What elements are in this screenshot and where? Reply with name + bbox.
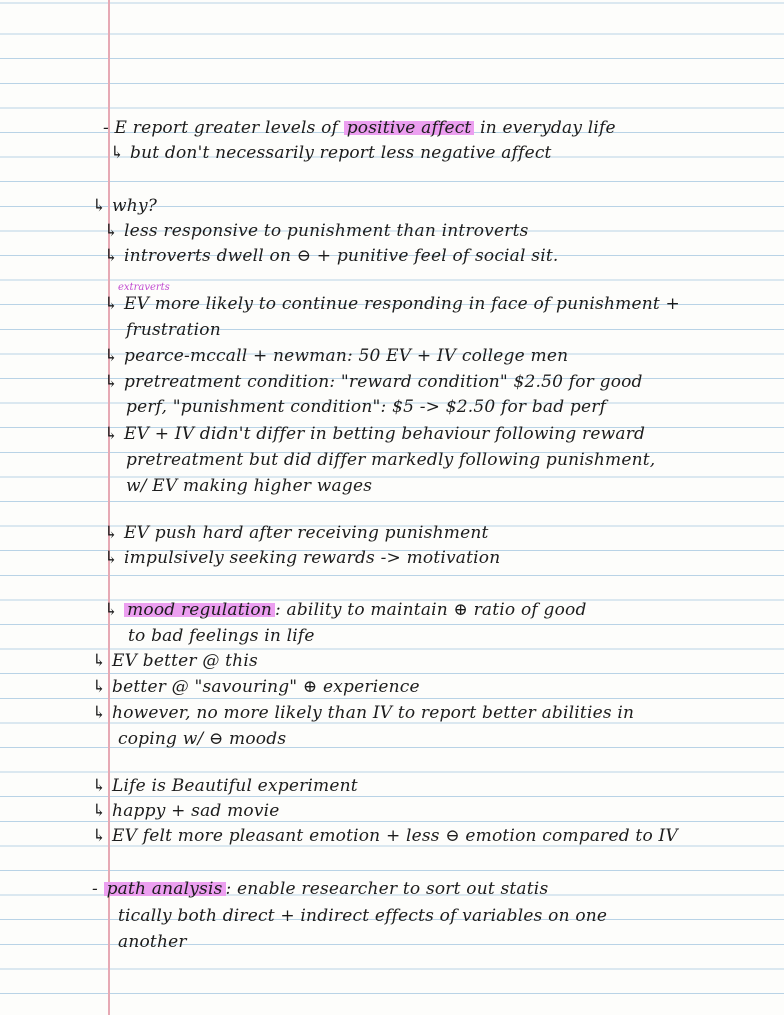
note-line-positive-affect bbox=[103, 118, 616, 138]
note-line: ↳ better @ "savouring" ⊕ experience bbox=[92, 677, 420, 697]
note-line: ↳ impulsively seeking rewards -> motivation bbox=[104, 548, 501, 568]
note-line: ↳ EV felt more pleasant emotion + less ⊖ emotion compared to IV bbox=[92, 826, 678, 846]
note-line: ↳ happy + sad movie bbox=[92, 801, 280, 821]
note-line: ↳ pretreatment condition: "reward condition" $2.50 for good bbox=[104, 372, 643, 392]
note-line: ↳ EV more likely to continue responding in face of punishment + bbox=[104, 294, 680, 314]
note-line: pretreatment but did differ markedly following punishment, bbox=[126, 450, 656, 470]
note-line: coping w/ ⊖ moods bbox=[118, 729, 287, 749]
text-segment: ↳ bbox=[104, 600, 125, 620]
note-line-mood-regulation bbox=[104, 600, 587, 620]
note-line: ↳ less responsive to punishment than introverts bbox=[104, 221, 529, 241]
note-line: ↳ however, no more likely than IV to report better abilities in bbox=[92, 703, 635, 723]
note-line-path-analysis bbox=[92, 879, 548, 899]
note-line: ↳ EV + IV didn't differ in betting behaviour following reward bbox=[104, 424, 646, 444]
note-line: another bbox=[118, 932, 187, 952]
annotation-extraverts: extraverts bbox=[118, 282, 170, 293]
highlight-positive-affect: positive affect bbox=[344, 118, 475, 138]
note-line: ↳ introverts dwell on ⊖ + punitive feel of social sit. bbox=[104, 246, 559, 266]
note-line: ↳ Life is Beautiful experiment bbox=[92, 776, 358, 796]
note-line: perf, "punishment condition": $5 -> $2.50 for bad perf bbox=[126, 397, 607, 417]
note-line-why: ↳ why? bbox=[92, 196, 158, 216]
note-line: ↳ EV better @ this bbox=[92, 651, 258, 671]
note-line: ↳ EV push hard after receiving punishment bbox=[104, 523, 489, 543]
text-segment: in everyday life bbox=[474, 118, 616, 138]
text-segment: - E report greater levels of bbox=[103, 118, 344, 138]
text-segment: : ability to maintain ⊕ ratio of good bbox=[274, 600, 587, 620]
text-segment: - bbox=[92, 879, 104, 899]
note-line: frustration bbox=[126, 320, 221, 340]
note-line: tically both direct + indirect effects of variables on one bbox=[118, 906, 608, 926]
highlight-mood-regulation: mood regulation bbox=[124, 600, 275, 620]
note-line: w/ EV making higher wages bbox=[126, 476, 373, 496]
note-line: ↳ pearce-mccall + newman: 50 EV + IV college men bbox=[104, 346, 569, 366]
note-line: ↳ but don't necessarily report less negative affect bbox=[110, 143, 552, 163]
highlight-path-analysis: path analysis bbox=[104, 879, 226, 899]
note-line: to bad feelings in life bbox=[128, 626, 315, 646]
text-segment: : enable researcher to sort out statis bbox=[225, 879, 549, 899]
